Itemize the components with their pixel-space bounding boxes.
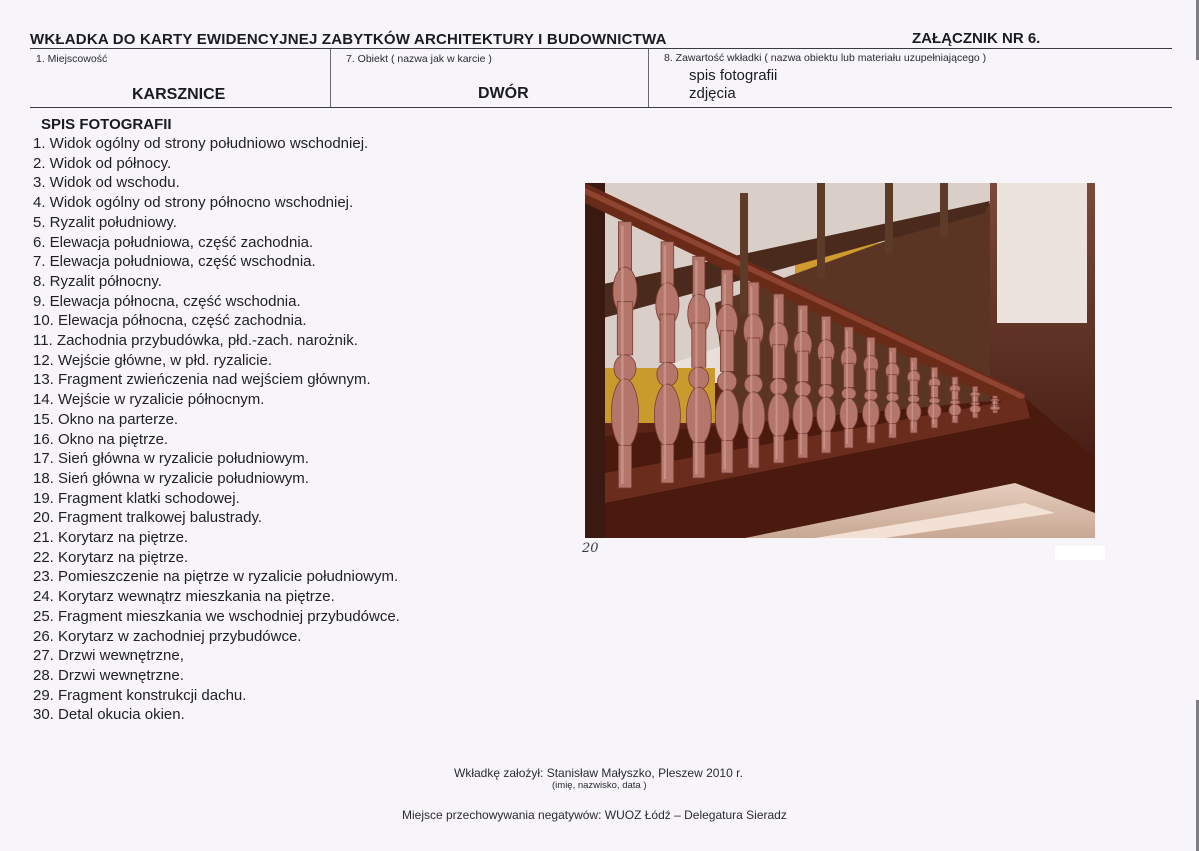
content-values (689, 67, 777, 103)
negatives-location: Miejsce przechowywania negatywów: WUOZ Łódź – Delegatura Sieradz (402, 808, 787, 822)
field-divider (330, 49, 331, 107)
photo-list-item: 18. Sień główna w ryzalicie południowym. (33, 469, 309, 487)
photo-list-item: 30. Detal okucia okien. (33, 706, 185, 724)
photo-list-item: 2. Widok od północy. (33, 154, 172, 172)
photo-list-item: 27. Drzwi wewnętrzne, (33, 647, 184, 665)
photo-list-item: 15. Okno na parterze. (33, 410, 179, 428)
object-value: DWÓR (478, 85, 529, 102)
photo-list-item: 17. Sień główna w ryzalicie południowym. (33, 450, 309, 468)
photo-list (33, 134, 400, 725)
balustrade-illustration (585, 183, 1095, 538)
photo-list-item: 21. Korytarz na piętrze. (33, 529, 189, 547)
attachment-number: ZAŁĄCZNIK NR 6. (912, 30, 1041, 47)
photo-list-item: 26. Korytarz w zachodniej przybudówce. (33, 627, 302, 645)
photo-list-item: 5. Ryzalit południowy. (33, 213, 177, 231)
photo-list-item: 28. Drzwi wewnętrzne. (33, 666, 184, 684)
photo-list-title: SPIS FOTOGRAFII (41, 116, 172, 133)
photo-list-item: 20. Fragment tralkowej balustrady. (33, 509, 262, 527)
photo-list-item: 29. Fragment konstrukcji dachu. (33, 686, 247, 704)
object-label: 7. Obiekt ( nazwa jak w karcie ) (346, 53, 492, 65)
photo-list-item: 8. Ryzalit północny. (33, 272, 162, 290)
photo-list-item: 6. Elewacja południowa, część zachodnia. (33, 233, 314, 251)
photo-list-item: 14. Wejście w ryzalicie północnym. (33, 391, 265, 409)
photo-list-item: 19. Fragment klatki schodowej. (33, 489, 240, 507)
photo-list-item: 24. Korytarz wewnątrz mieszkania na piętrze. (33, 588, 335, 606)
field-divider (648, 49, 649, 107)
content-label: 8. Zawartość wkładki ( nazwa obiektu lub materiału uzupełniającego ) (664, 52, 987, 64)
photo-list-item: 22. Korytarz na piętrze. (33, 548, 189, 566)
locality-value: KARSZNICE (132, 86, 226, 103)
photo-list-item: 1. Widok ogólny od strony południowo wschodniej. (33, 135, 369, 152)
photo-label-tab (1055, 546, 1105, 560)
form-title: WKŁADKA DO KARTY EWIDENCYJNEJ ZABYTKÓW ARCHITEKTURY I BUDOWNICTWA (30, 31, 667, 48)
photo-list-item: 10. Elewacja północna, część zachodnia. (33, 312, 307, 330)
photo-number: 20 (582, 541, 599, 556)
photo-list-item: 25. Fragment mieszkania we wschodniej przybudówce. (33, 607, 400, 625)
photo-list-item: 13. Fragment zwieńczenia nad wejściem głównym. (33, 371, 371, 389)
photo-list-item: 7. Elewacja południowa, część wschodnia. (33, 253, 316, 271)
field-row-rule (30, 107, 1172, 108)
staircase-photo (585, 183, 1095, 538)
photo-list-item: 11. Zachodnia przybudówka, płd.-zach. narożnik. (33, 332, 358, 350)
created-by-hint: (imię, nazwisko, data ) (552, 780, 647, 791)
created-by: Wkładkę założył: Stanisław Małyszko, Pleszew 2010 r. (454, 766, 743, 780)
photo-list-item: 9. Elewacja północna, część wschodnia. (33, 292, 301, 310)
content-line: spis fotografii (689, 67, 778, 84)
locality-label: 1. Miejscowość (36, 53, 108, 65)
photo-list-item: 23. Pomieszczenie na piętrze w ryzalicie południowym. (33, 568, 399, 586)
photo-list-item: 3. Widok od wschodu. (33, 174, 180, 192)
photo-list-item: 12. Wejście główne, w płd. ryzalicie. (33, 351, 272, 369)
content-line: zdjęcia (689, 85, 736, 102)
photo-list-item: 4. Widok ogólny od strony północno wschodniej. (33, 194, 354, 212)
photo-list-item: 16. Okno na piętrze. (33, 430, 169, 448)
header-rule (30, 48, 1172, 49)
